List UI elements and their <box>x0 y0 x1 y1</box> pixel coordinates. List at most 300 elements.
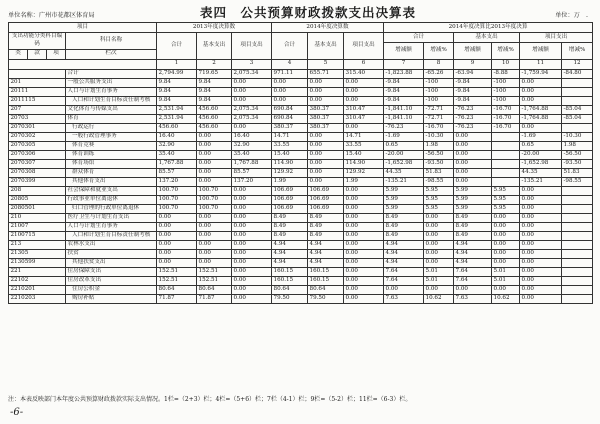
header-total-incpct: 增减% <box>424 43 454 60</box>
row-value: 0.00 <box>232 222 272 231</box>
row-value: -93.50 <box>562 159 593 168</box>
row-value: 7.64 <box>384 267 424 276</box>
table-row <box>9 231 593 240</box>
row-value: 4.94 <box>384 240 424 249</box>
row-subject-name: 一般公共服务支出 <box>66 78 157 87</box>
row-code: 20703 <box>9 114 66 123</box>
table-row <box>9 123 593 132</box>
row-value: -20.00 <box>520 150 562 159</box>
row-code: 2210203 <box>9 294 66 303</box>
row-value: 0.00 <box>157 240 197 249</box>
row-value: -16.70 <box>492 105 520 114</box>
table-row <box>9 159 593 168</box>
row-value: -56.50 <box>562 150 593 159</box>
row-value: 9.84 <box>197 87 232 96</box>
table-row <box>9 141 593 150</box>
row-value: 0.00 <box>344 222 384 231</box>
row-value: 0.00 <box>272 87 308 96</box>
row-value: 0.00 <box>308 159 344 168</box>
row-value: 0.00 <box>520 276 562 285</box>
row-value: 15.40 <box>344 150 384 159</box>
header-subject-name: 科目名称 <box>66 33 157 50</box>
row-value: 9.84 <box>197 96 232 105</box>
row-value: 0.00 <box>344 204 384 213</box>
row-value: 310.47 <box>344 114 384 123</box>
row-value: 0.00 <box>520 267 562 276</box>
row-value: 380.37 <box>272 123 308 132</box>
row-subject-name: 扶贫 <box>66 249 157 258</box>
row-value: 44.35 <box>384 168 424 177</box>
row-value: 114.90 <box>272 159 308 168</box>
row-value: 0.00 <box>308 168 344 177</box>
row-value: 0.00 <box>232 276 272 285</box>
row-code: 2070399 <box>9 177 66 186</box>
row-value: -1,652.98 <box>384 159 424 168</box>
row-value: 7.64 <box>454 276 492 285</box>
column-number: 7 <box>384 59 424 69</box>
header-project-incpct: 增减% <box>562 43 593 60</box>
row-value: 0.65 <box>384 141 424 150</box>
table-row <box>9 69 593 78</box>
row-value: 106.69 <box>272 186 308 195</box>
column-number: 11 <box>520 59 562 69</box>
row-value: 9.84 <box>157 87 197 96</box>
row-value: 5.99 <box>454 195 492 204</box>
row-value: 51.83 <box>424 168 454 177</box>
row-value: 0.00 <box>197 249 232 258</box>
row-value: 0.00 <box>454 141 492 150</box>
row-value: 0.00 <box>308 96 344 105</box>
row-value: 0.00 <box>492 222 520 231</box>
row-value <box>492 177 520 186</box>
row-value: -72.71 <box>424 114 454 123</box>
row-code: 2100715 <box>9 231 66 240</box>
row-value: 152.51 <box>157 276 197 285</box>
row-value: 129.92 <box>344 168 384 177</box>
row-value: 4.94 <box>272 258 308 267</box>
row-value: 0.00 <box>424 222 454 231</box>
row-value: 51.83 <box>562 168 593 177</box>
row-value: -9.84 <box>454 78 492 87</box>
row-value: 0.00 <box>232 123 272 132</box>
row-value: 0.00 <box>232 213 272 222</box>
row-value: 0.00 <box>424 249 454 258</box>
expenditure-table <box>8 22 593 304</box>
row-value: -1,764.88 <box>520 114 562 123</box>
row-value: 16.40 <box>157 132 197 141</box>
row-value: 0.00 <box>344 258 384 267</box>
row-value: 5.99 <box>384 186 424 195</box>
table-row <box>9 87 593 96</box>
header-2014: 2014年度决算数 <box>272 23 384 33</box>
row-value: 0.00 <box>344 285 384 294</box>
row-value: 106.69 <box>308 204 344 213</box>
row-value: 0.00 <box>308 177 344 186</box>
column-number: 12 <box>562 59 593 69</box>
header-item: 项目 <box>9 23 157 33</box>
row-value: -135.21 <box>520 177 562 186</box>
row-value: 719.65 <box>197 69 232 78</box>
row-value: 114.90 <box>344 159 384 168</box>
row-value: 0.00 <box>344 195 384 204</box>
table-row <box>9 96 593 105</box>
row-value: 85.57 <box>157 168 197 177</box>
row-value: 0.00 <box>424 231 454 240</box>
row-value: 0.00 <box>232 204 272 213</box>
row-value <box>562 204 593 213</box>
row-value: 2,075.34 <box>232 69 272 78</box>
row-value: 4.94 <box>454 258 492 267</box>
row-value: 80.64 <box>308 285 344 294</box>
row-value: 8.49 <box>308 231 344 240</box>
row-subject-name: 人口和计划生育目标责任制考核 <box>66 231 157 240</box>
row-value: -20.00 <box>384 150 424 159</box>
row-value: 0.00 <box>344 96 384 105</box>
row-value: -100 <box>424 78 454 87</box>
row-value: 0.00 <box>454 168 492 177</box>
row-value <box>492 159 520 168</box>
row-value <box>562 123 593 132</box>
row-value: 100.70 <box>197 186 232 195</box>
row-value: 79.50 <box>308 294 344 303</box>
row-value: 0.00 <box>520 87 562 96</box>
row-value: 0.00 <box>157 231 197 240</box>
row-value: 0.00 <box>520 123 562 132</box>
row-value: 0.00 <box>308 87 344 96</box>
row-value: 10.62 <box>424 294 454 303</box>
row-value: -16.70 <box>492 123 520 132</box>
row-value: 32.90 <box>232 141 272 150</box>
row-value: 0.00 <box>492 213 520 222</box>
column-number: 6 <box>344 59 384 69</box>
row-value: -85.04 <box>562 105 593 114</box>
row-value: 71.87 <box>157 294 197 303</box>
header-compare-project: 项目支出 <box>520 33 593 43</box>
row-value: 0.00 <box>520 96 562 105</box>
row-value: 0.00 <box>197 132 232 141</box>
row-value: -9.84 <box>454 87 492 96</box>
table-body <box>9 69 593 303</box>
row-subject-name: 行政事业单位离退休 <box>66 195 157 204</box>
row-value: 8.49 <box>384 231 424 240</box>
row-value: 160.15 <box>272 276 308 285</box>
row-value: 152.51 <box>197 267 232 276</box>
row-value: 0.00 <box>344 231 384 240</box>
row-value: 380.37 <box>308 123 344 132</box>
row-value: 0.00 <box>232 231 272 240</box>
row-value: -93.50 <box>424 159 454 168</box>
row-value: 0.00 <box>344 87 384 96</box>
row-code: 2210201 <box>9 285 66 294</box>
row-value: 5.01 <box>492 276 520 285</box>
row-value: -1,841.10 <box>384 114 424 123</box>
row-subject-name: 人口与计划生育事务 <box>66 222 157 231</box>
row-value: -85.04 <box>562 114 593 123</box>
table-row <box>9 285 593 294</box>
table-row <box>9 150 593 159</box>
row-value: 0.00 <box>492 249 520 258</box>
row-value: 5.95 <box>424 195 454 204</box>
row-value: 5.99 <box>384 204 424 213</box>
row-subject-name: 其他体育支出 <box>66 177 157 186</box>
row-value: 160.15 <box>272 267 308 276</box>
row-value: 8.49 <box>384 222 424 231</box>
table-row <box>9 195 593 204</box>
row-value: 0.00 <box>424 285 454 294</box>
row-value: 2,531.94 <box>157 105 197 114</box>
row-value: 100.70 <box>157 186 197 195</box>
row-value: 0.00 <box>520 222 562 231</box>
table-row <box>9 240 593 249</box>
row-value: 0.00 <box>492 240 520 249</box>
column-number: 1 <box>157 59 197 69</box>
table-header <box>9 23 593 70</box>
row-value: 0.00 <box>232 240 272 249</box>
row-value: 106.69 <box>308 195 344 204</box>
row-value: 5.01 <box>424 276 454 285</box>
row-value: 5.95 <box>424 186 454 195</box>
header-total-incdec: 增减额 <box>384 43 424 60</box>
row-value: 456.60 <box>197 105 232 114</box>
row-value: 0.00 <box>520 258 562 267</box>
row-subject-name: 体育场馆 <box>66 159 157 168</box>
row-value: 4.94 <box>384 258 424 267</box>
row-value: 9.84 <box>197 78 232 87</box>
row-value: 0.00 <box>272 96 308 105</box>
row-value: 8.49 <box>272 222 308 231</box>
row-value: 9.84 <box>157 78 197 87</box>
row-value: 8.49 <box>308 213 344 222</box>
row-code: 21305 <box>9 249 66 258</box>
row-value: 0.00 <box>232 87 272 96</box>
header-compare: 2014年度决算比2013年度决算 <box>384 23 593 33</box>
row-value: 80.64 <box>157 285 197 294</box>
row-value: 0.00 <box>344 186 384 195</box>
row-value: 16.40 <box>232 132 272 141</box>
row-value: 0.00 <box>454 285 492 294</box>
header-compare-basic: 基本支出 <box>454 33 520 43</box>
row-value: 7.63 <box>454 294 492 303</box>
row-code: 208 <box>9 186 66 195</box>
row-subject-name: 体育训练 <box>66 150 157 159</box>
row-value: -98.55 <box>424 177 454 186</box>
row-value: 71.87 <box>197 294 232 303</box>
row-value: 106.69 <box>272 195 308 204</box>
row-value <box>562 186 593 195</box>
row-code: 2011115 <box>9 96 66 105</box>
row-value: 0.00 <box>308 78 344 87</box>
row-value: 0.00 <box>157 222 197 231</box>
row-value: 35.40 <box>232 150 272 159</box>
row-code: 22102 <box>9 276 66 285</box>
row-value: 2,075.34 <box>232 114 272 123</box>
row-value <box>562 240 593 249</box>
row-value: 1.98 <box>424 141 454 150</box>
row-value: 106.69 <box>308 186 344 195</box>
row-value: 0.00 <box>197 177 232 186</box>
row-value: 4.94 <box>272 249 308 258</box>
header-basic-incpct: 增减% <box>492 43 520 60</box>
table-row <box>9 114 593 123</box>
row-value: 0.00 <box>232 186 272 195</box>
row-value: 33.55 <box>272 141 308 150</box>
row-value: 0.00 <box>232 249 272 258</box>
header-2013-basic: 基本支出 <box>197 33 232 60</box>
row-value: 8.49 <box>454 222 492 231</box>
header-compare-total: 合计 <box>384 33 454 43</box>
row-value: 4.94 <box>308 240 344 249</box>
row-value: -1,841.10 <box>384 105 424 114</box>
row-value: 100.70 <box>157 204 197 213</box>
row-value: 0.00 <box>344 123 384 132</box>
row-value: 106.69 <box>272 204 308 213</box>
table-row <box>9 258 593 267</box>
row-value: 971.11 <box>272 69 308 78</box>
row-value: -56.50 <box>424 150 454 159</box>
row-subject-name: 群众体育 <box>66 168 157 177</box>
table-row <box>9 276 593 285</box>
row-value: 0.00 <box>520 294 562 303</box>
row-value: -10.30 <box>562 132 593 141</box>
row-value: 152.51 <box>157 267 197 276</box>
row-value: 0.00 <box>157 249 197 258</box>
header-2014-total: 合计 <box>272 33 308 60</box>
row-value: 0.00 <box>197 213 232 222</box>
row-value: 100.70 <box>157 195 197 204</box>
row-value: 152.51 <box>197 276 232 285</box>
row-value <box>562 87 593 96</box>
table-row <box>9 222 593 231</box>
row-value: 0.00 <box>157 258 197 267</box>
row-value: 0.00 <box>197 150 232 159</box>
header-kuan: 款 <box>28 49 47 59</box>
table-row <box>9 213 593 222</box>
row-value: 0.00 <box>424 213 454 222</box>
row-value: 129.92 <box>272 168 308 177</box>
row-value: 32.90 <box>157 141 197 150</box>
row-value: 456.60 <box>197 123 232 132</box>
row-value: 0.00 <box>520 204 562 213</box>
row-value <box>562 249 593 258</box>
row-value: 0.00 <box>492 285 520 294</box>
row-value <box>562 78 593 87</box>
row-value: 5.01 <box>424 267 454 276</box>
row-value: 1,767.88 <box>232 159 272 168</box>
row-code: 2070305 <box>9 141 66 150</box>
row-subject-name: 行政运行 <box>66 123 157 132</box>
row-value: 160.15 <box>308 267 344 276</box>
row-value: 310.47 <box>344 105 384 114</box>
table-row <box>9 105 593 114</box>
row-value: 79.50 <box>272 294 308 303</box>
row-value: -1.69 <box>384 132 424 141</box>
row-value: -1,823.88 <box>384 69 424 78</box>
row-value: 5.95 <box>492 186 520 195</box>
row-value: -8.88 <box>492 69 520 78</box>
row-value: -135.21 <box>384 177 424 186</box>
row-value: 80.64 <box>197 285 232 294</box>
row-code: 2070302 <box>9 132 66 141</box>
table-row <box>9 267 593 276</box>
row-value: 0.00 <box>197 231 232 240</box>
header-class: 类 <box>9 49 28 59</box>
header-colno: 栏次 <box>66 49 157 59</box>
row-value: 100.70 <box>197 204 232 213</box>
row-value: 0.00 <box>344 276 384 285</box>
row-value: 2,531.94 <box>157 114 197 123</box>
row-value <box>492 132 520 141</box>
row-value: 5.95 <box>492 204 520 213</box>
row-value: 44.35 <box>520 168 562 177</box>
page-number: -6- <box>10 407 24 418</box>
row-value: 1.98 <box>562 141 593 150</box>
row-code: 207 <box>9 105 66 114</box>
row-value: -1,764.88 <box>520 105 562 114</box>
row-subject-name: 住房公积金 <box>66 285 157 294</box>
row-value: 0.00 <box>454 132 492 141</box>
row-value: 690.84 <box>272 105 308 114</box>
row-code: 221 <box>9 267 66 276</box>
row-value: 5.99 <box>454 204 492 213</box>
row-subject-name: 体育竞赛 <box>66 141 157 150</box>
row-value: 33.55 <box>344 141 384 150</box>
header-xiang: 项 <box>47 49 66 59</box>
row-value: -76.23 <box>454 123 492 132</box>
row-subject-name: 医疗卫生与计划生育支出 <box>66 213 157 222</box>
header-2014-basic: 基本支出 <box>308 33 344 60</box>
row-value: 0.00 <box>454 150 492 159</box>
row-value: 4.94 <box>308 249 344 258</box>
row-value: -63.94 <box>454 69 492 78</box>
table-row <box>9 132 593 141</box>
row-subject-name: 其他扶贫支出 <box>66 258 157 267</box>
row-value: -100 <box>492 78 520 87</box>
row-value <box>562 258 593 267</box>
row-code: 213 <box>9 240 66 249</box>
row-value: 0.00 <box>424 240 454 249</box>
row-value: 0.00 <box>272 78 308 87</box>
header-category-code: 支出功能分类科目编码 <box>9 33 66 50</box>
row-value: 14.71 <box>344 132 384 141</box>
currency-unit: 单位：万 . <box>555 12 588 19</box>
row-subject-name: 人口与计划生育事务 <box>66 87 157 96</box>
row-code: 2130599 <box>9 258 66 267</box>
row-value: -98.55 <box>562 177 593 186</box>
row-value: 0.00 <box>197 159 232 168</box>
header-project-incdec: 增减额 <box>520 43 562 60</box>
row-value: 0.00 <box>492 258 520 267</box>
row-value <box>562 267 593 276</box>
row-value: 2,794.99 <box>157 69 197 78</box>
row-value <box>562 276 593 285</box>
row-value <box>562 231 593 240</box>
column-number: 10 <box>492 59 520 69</box>
row-value: -10.30 <box>424 132 454 141</box>
column-number-row <box>9 59 593 69</box>
row-value: -16.70 <box>424 123 454 132</box>
footnote: 注：本表反映部门本年度公共预算财政拨款实际支出情况。1栏=（2+3）栏；4栏=（5+6）栏；7栏（4-1）栏；9栏=（5-2）栏；11栏=（6-3）栏。 <box>8 396 412 403</box>
colno-blank <box>9 59 157 69</box>
row-value <box>562 213 593 222</box>
unit-name: 单位名称：广州市花都区体育局 <box>8 12 95 19</box>
row-value: 8.49 <box>308 222 344 231</box>
row-subject-name: 住房改革支出 <box>66 276 157 285</box>
row-value: 0.00 <box>520 195 562 204</box>
row-value: -100 <box>492 87 520 96</box>
row-value: 10.62 <box>492 294 520 303</box>
row-subject-name: 农林水支出 <box>66 240 157 249</box>
row-value: 0.00 <box>197 222 232 231</box>
